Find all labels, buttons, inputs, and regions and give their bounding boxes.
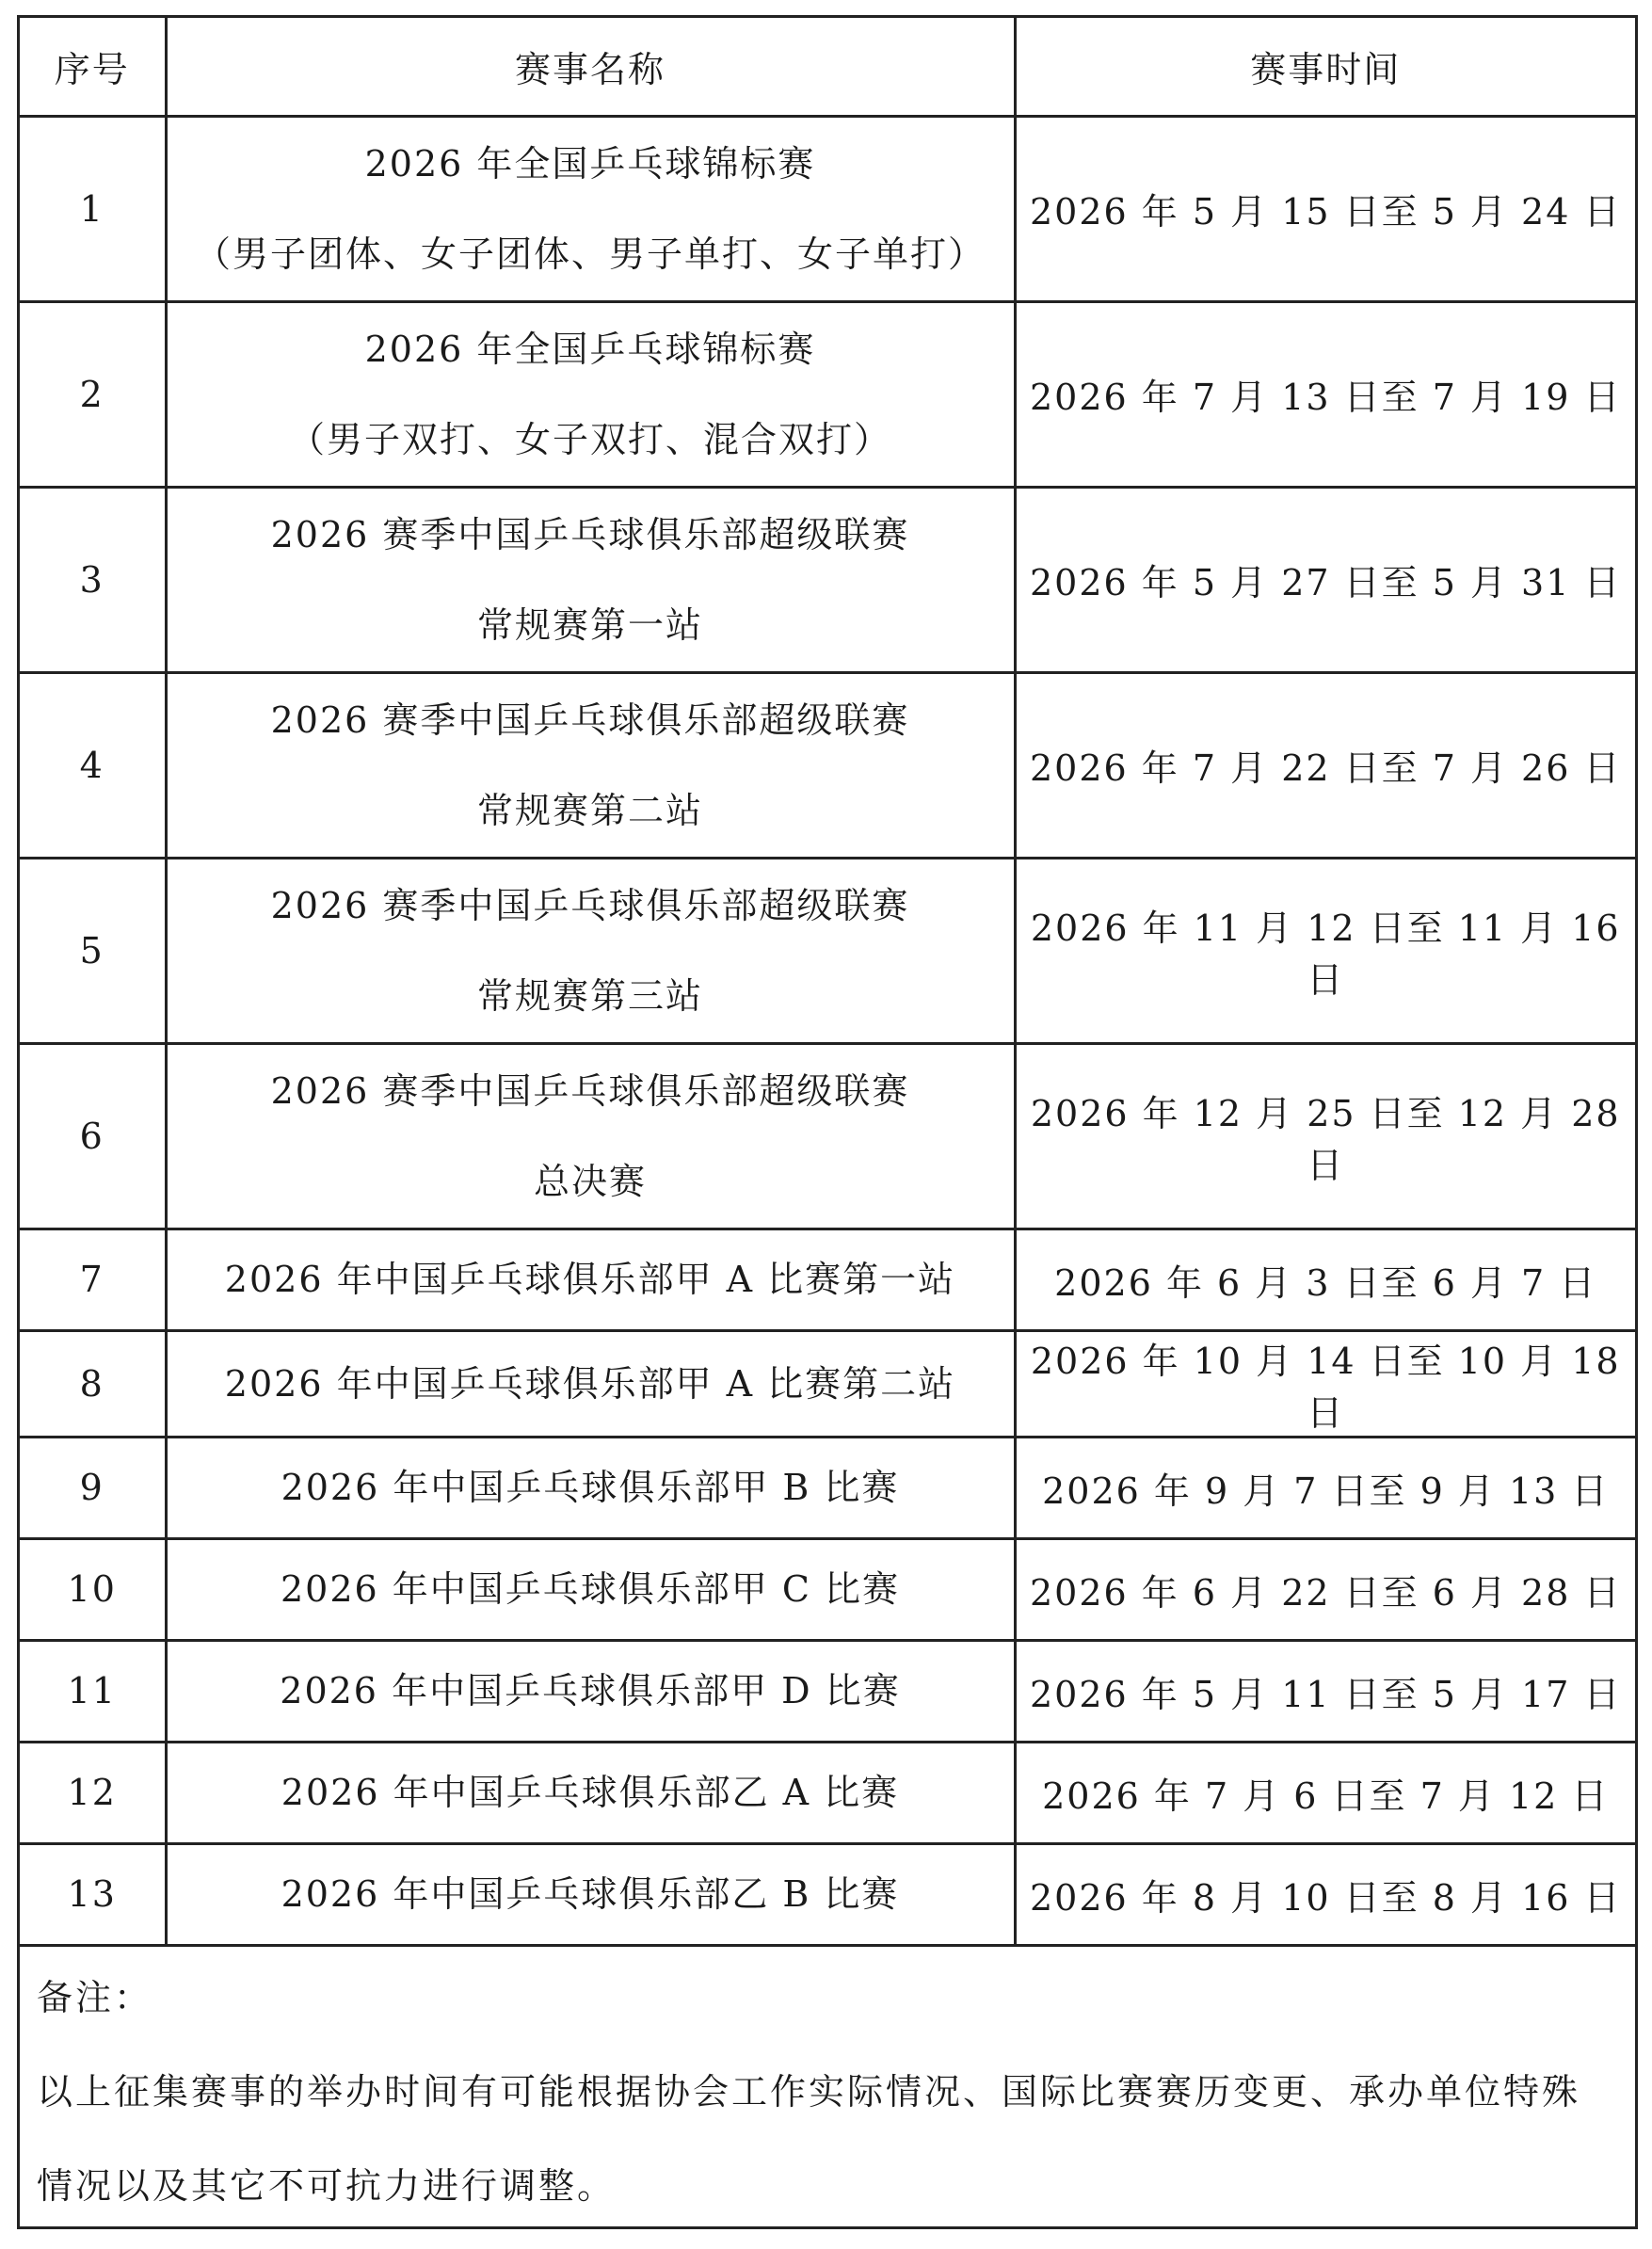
- event-name-line: 2026 年中国乒乓球俱乐部甲 A 比赛第一站: [224, 1259, 956, 1300]
- table-row: [20, 116, 1635, 301]
- table-header-row: [20, 18, 1635, 116]
- event-name-line: 总决赛: [533, 1160, 647, 1202]
- event-name-line: 2026 赛季中国乒乓球俱乐部超级联赛: [270, 513, 910, 555]
- event-name: [166, 1043, 1015, 1229]
- table-row: [20, 1742, 1635, 1843]
- event-time: 2026 年 8 月 10 日至 8 月 16 日: [1015, 1843, 1635, 1945]
- table-row: [20, 1437, 1635, 1538]
- row-number: 8: [20, 1330, 166, 1437]
- row-number: 3: [20, 487, 166, 672]
- event-time: 2026 年 10 月 14 日至 10 月 18 日: [1015, 1330, 1635, 1437]
- event-time: 2026 年 5 月 11 日至 5 月 17 日: [1015, 1640, 1635, 1742]
- event-name-line: 2026 赛季中国乒乓球俱乐部超级联赛: [270, 699, 910, 741]
- table-row: [20, 1538, 1635, 1640]
- event-schedule-table: [20, 18, 1635, 1947]
- table-row: [20, 672, 1635, 858]
- event-time: 2026 年 5 月 27 日至 5 月 31 日: [1015, 487, 1635, 672]
- event-name: [166, 1742, 1015, 1843]
- event-name: [166, 858, 1015, 1043]
- table-row: [20, 858, 1635, 1043]
- table-row: [20, 487, 1635, 672]
- event-name-line: （男子双打、女子双打、混合双打）: [288, 418, 891, 460]
- notes-label: 备注：: [37, 1976, 153, 2018]
- row-number: 11: [20, 1640, 166, 1742]
- event-name-line: 常规赛第二站: [476, 789, 703, 831]
- row-number: 2: [20, 301, 166, 487]
- event-name-line: 2026 年中国乒乓球俱乐部乙 A 比赛: [281, 1772, 900, 1813]
- event-name-line: （男子团体、女子团体、男子单打、女子单打）: [194, 233, 986, 275]
- event-time: 2026 年 12 月 25 日至 12 月 28 日: [1015, 1043, 1635, 1229]
- table-row: [20, 1043, 1635, 1229]
- event-time: 2026 年 6 月 3 日至 6 月 7 日: [1015, 1229, 1635, 1330]
- schedule-sheet: [17, 15, 1638, 2229]
- event-name-line: 常规赛第三站: [476, 974, 703, 1017]
- table-row: [20, 1330, 1635, 1437]
- header-name: 赛事名称: [166, 18, 1015, 116]
- table-row: [20, 1640, 1635, 1742]
- row-number: 12: [20, 1742, 166, 1843]
- row-number: 5: [20, 858, 166, 1043]
- row-number: 10: [20, 1538, 166, 1640]
- event-name: [166, 1229, 1015, 1330]
- table-row: [20, 1843, 1635, 1945]
- table-row: [20, 1229, 1635, 1330]
- event-name-line: 2026 年中国乒乓球俱乐部甲 C 比赛: [280, 1568, 901, 1610]
- event-time: 2026 年 9 月 7 日至 9 月 13 日: [1015, 1437, 1635, 1538]
- row-number: 7: [20, 1229, 166, 1330]
- event-name: [166, 672, 1015, 858]
- event-name-line: 2026 赛季中国乒乓球俱乐部超级联赛: [270, 884, 910, 926]
- row-number: 6: [20, 1043, 166, 1229]
- event-name: [166, 1437, 1015, 1538]
- event-name: [166, 301, 1015, 487]
- table-body: [20, 116, 1635, 1945]
- event-name-line: 2026 赛季中国乒乓球俱乐部超级联赛: [270, 1069, 910, 1112]
- event-time: 2026 年 7 月 22 日至 7 月 26 日: [1015, 672, 1635, 858]
- header-no: 序号: [20, 18, 166, 116]
- event-name-line: 2026 年全国乒乓球锦标赛: [364, 328, 816, 370]
- event-name: [166, 1640, 1015, 1742]
- header-time: 赛事时间: [1015, 18, 1635, 116]
- notes-text: 以上征集赛事的举办时间有可能根据协会工作实际情况、国际比赛赛历变更、承办单位特殊情况以及其它不可抗力进行调整。: [37, 2070, 1581, 2207]
- row-number: 4: [20, 672, 166, 858]
- event-time: 2026 年 7 月 13 日至 7 月 19 日: [1015, 301, 1635, 487]
- event-name-line: 2026 年全国乒乓球锦标赛: [364, 142, 816, 185]
- event-name: [166, 1538, 1015, 1640]
- event-time: 2026 年 7 月 6 日至 7 月 12 日: [1015, 1742, 1635, 1843]
- event-name-line: 2026 年中国乒乓球俱乐部甲 B 比赛: [281, 1467, 900, 1508]
- event-name: [166, 1330, 1015, 1437]
- event-name-line: 2026 年中国乒乓球俱乐部乙 B 比赛: [281, 1873, 900, 1915]
- event-time: 2026 年 11 月 12 日至 11 月 16 日: [1015, 858, 1635, 1043]
- event-time: 2026 年 5 月 15 日至 5 月 24 日: [1015, 116, 1635, 301]
- event-time: 2026 年 6 月 22 日至 6 月 28 日: [1015, 1538, 1635, 1640]
- event-name-line: 2026 年中国乒乓球俱乐部甲 D 比赛: [280, 1670, 901, 1711]
- row-number: 9: [20, 1437, 166, 1538]
- notes-section: [20, 1947, 1635, 2233]
- event-name-line: 2026 年中国乒乓球俱乐部甲 A 比赛第二站: [224, 1362, 956, 1405]
- event-name: [166, 487, 1015, 672]
- table-row: [20, 301, 1635, 487]
- row-number: 1: [20, 116, 166, 301]
- event-name: [166, 116, 1015, 301]
- event-name: [166, 1843, 1015, 1945]
- event-name-line: 常规赛第一站: [476, 603, 703, 646]
- row-number: 13: [20, 1843, 166, 1945]
